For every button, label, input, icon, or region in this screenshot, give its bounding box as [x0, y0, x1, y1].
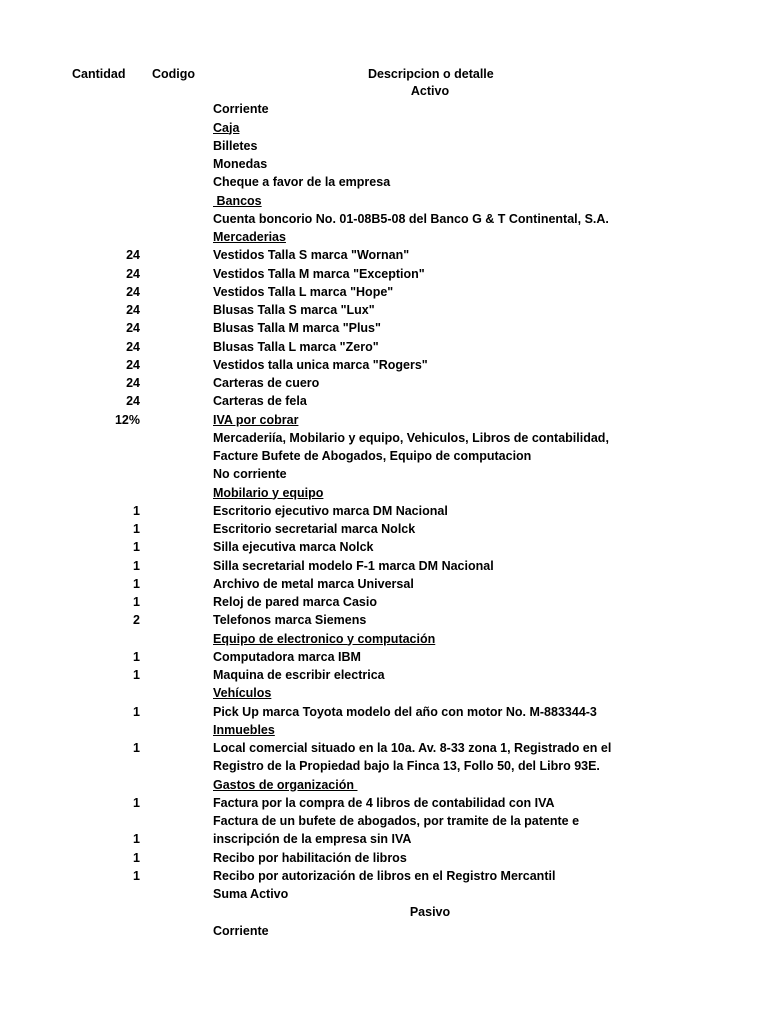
quantity-cell: 1 [133, 503, 140, 518]
quantity-cell: 1 [133, 795, 140, 810]
list-item [0, 795, 768, 813]
description-cell: Escritorio secretarial marca Nolck [213, 522, 416, 536]
list-item [0, 558, 768, 576]
list-item [0, 284, 768, 302]
list-item [0, 722, 768, 740]
list-item [0, 247, 768, 265]
description-cell: Blusas Talla S marca "Lux" [213, 303, 375, 317]
description-cell: Corriente [213, 102, 269, 117]
description-cell: Reloj de pared marca Casio [213, 595, 377, 609]
list-item [0, 704, 768, 722]
section-heading: Mercaderias [213, 230, 286, 244]
column-header-descripcion: Descripcion o detalle [368, 67, 494, 81]
quantity-cell: 24 [126, 339, 140, 354]
quantity-cell: 1 [133, 850, 140, 865]
list-item [0, 685, 768, 703]
list-item [0, 375, 768, 393]
quantity-cell: 1 [133, 832, 140, 847]
description-cell: No corriente [213, 467, 287, 482]
section-heading: Bancos [213, 193, 262, 208]
description-cell: Blusas Talla L marca "Zero" [213, 339, 379, 354]
description-cell: Mercaderiía, Mobilario y equipo, Vehiculos, Libros de contabilidad, [213, 430, 609, 445]
list-item [0, 193, 768, 211]
list-item [0, 777, 768, 795]
list-item [0, 156, 768, 174]
description-cell: Recibo por autorización de libros en el Registro Mercantil [213, 868, 556, 883]
description-cell: Factura de un bufete de abogados, por tramite de la patente e [213, 814, 580, 828]
description-cell: Recibo por habilitación de libros [213, 850, 407, 865]
quantity-cell: 1 [133, 868, 140, 883]
description-cell: Registro de la Propiedad bajo la Finca 13, Follo 50, del Libro 93E. [213, 759, 600, 774]
list-item [0, 120, 768, 138]
list-item [0, 448, 768, 466]
description-cell: Suma Activo [213, 887, 289, 901]
list-item [0, 850, 768, 868]
quantity-cell: 1 [133, 741, 140, 755]
description-cell: Cuenta boncorio No. 01-08B5-08 del Banco G & T Continental, S.A. [213, 211, 609, 226]
list-item [0, 339, 768, 357]
description-cell: Silla ejecutiva marca Nolck [213, 540, 374, 555]
category-heading: Pasivo [409, 905, 451, 920]
list-item [0, 904, 768, 922]
list-item [0, 503, 768, 521]
quantity-cell: 1 [133, 704, 140, 719]
list-item [0, 539, 768, 557]
quantity-cell: 24 [126, 284, 140, 299]
list-item [0, 923, 768, 941]
list-item [0, 174, 768, 192]
list-item [0, 594, 768, 612]
description-cell: Escritorio ejecutivo marca DM Nacional [213, 503, 448, 518]
quantity-cell: 24 [126, 248, 140, 263]
list-item [0, 393, 768, 411]
description-cell: Vestidos Talla L marca "Hope" [213, 284, 394, 299]
list-item [0, 740, 768, 758]
quantity-cell: 1 [133, 558, 140, 573]
section-heading: Mobilario y equipo [213, 485, 324, 500]
description-cell: Silla secretarial modelo F-1 marca DM Nacional [213, 558, 494, 573]
quantity-cell: 1 [133, 668, 140, 682]
list-item [0, 211, 768, 229]
section-heading: IVA por cobrar [213, 412, 299, 427]
description-cell: Carteras de cuero [213, 376, 320, 390]
list-item [0, 612, 768, 630]
list-item [0, 868, 768, 886]
list-item [0, 831, 768, 849]
quantity-cell: 1 [133, 649, 140, 664]
list-item [0, 576, 768, 594]
list-item [0, 631, 768, 649]
category-heading: Activo [410, 84, 450, 98]
quantity-cell: 12% [114, 412, 140, 427]
list-item [0, 886, 768, 904]
description-cell: Billetes [213, 138, 258, 153]
quantity-cell: 24 [126, 303, 140, 317]
description-cell: inscripción de la empresa sin IVA [213, 832, 412, 847]
quantity-cell: 1 [133, 595, 140, 609]
list-item [0, 101, 768, 119]
column-header-codigo: Codigo [152, 67, 196, 81]
quantity-cell: 24 [126, 394, 140, 409]
description-cell: Local comercial situado en la 10a. Av. 8-33 zona 1, Registrado en el [213, 741, 612, 755]
list-item [0, 229, 768, 247]
list-item [0, 521, 768, 539]
description-cell: Pick Up marca Toyota modelo del año con motor No. M-883344-3 [213, 704, 597, 719]
list-item [0, 412, 768, 430]
description-cell: Carteras de fela [213, 394, 307, 409]
section-heading: Caja [213, 120, 240, 135]
list-item [0, 667, 768, 685]
description-cell: Monedas [213, 157, 268, 171]
list-item [0, 302, 768, 320]
description-cell: Vestidos Talla S marca "Wornan" [213, 248, 410, 263]
list-item [0, 320, 768, 338]
column-header-cantidad: Cantidad [72, 67, 126, 81]
description-cell: Blusas Talla M marca "Plus" [213, 321, 381, 336]
quantity-cell: 1 [133, 522, 140, 536]
list-item [0, 649, 768, 667]
description-cell: Facture Bufete de Abogados, Equipo de computacion [213, 449, 532, 463]
list-item [0, 357, 768, 375]
section-heading: Vehículos [213, 686, 272, 701]
list-item [0, 758, 768, 776]
list-item [0, 430, 768, 448]
description-cell: Maquina de escribir electrica [213, 668, 385, 682]
description-cell: Vestidos Talla M marca "Exception" [213, 266, 425, 281]
list-item [0, 485, 768, 503]
list-item [0, 813, 768, 831]
list-item [0, 83, 768, 101]
list-item [0, 466, 768, 484]
quantity-cell: 2 [133, 613, 140, 628]
quantity-cell: 24 [126, 357, 140, 372]
quantity-cell: 24 [126, 266, 140, 281]
description-cell: Telefonos marca Siemens [213, 613, 367, 628]
quantity-cell: 24 [126, 376, 140, 390]
inventory-list [0, 83, 768, 941]
description-cell: Cheque a favor de la empresa [213, 175, 391, 190]
description-cell: Corriente [213, 923, 269, 938]
description-cell: Factura por la compra de 4 libros de contabilidad con IVA [213, 795, 555, 810]
section-heading: Equipo de electronico y computación [213, 631, 436, 646]
quantity-cell: 1 [133, 576, 140, 591]
list-item [0, 266, 768, 284]
description-cell: Vestidos talla unica marca "Rogers" [213, 357, 428, 372]
quantity-cell: 24 [126, 321, 140, 336]
section-heading: Gastos de organización [213, 777, 358, 792]
description-cell: Archivo de metal marca Universal [213, 576, 414, 591]
list-item [0, 138, 768, 156]
section-heading: Inmuebles [213, 722, 275, 737]
description-cell: Computadora marca IBM [213, 649, 361, 664]
quantity-cell: 1 [133, 540, 140, 555]
